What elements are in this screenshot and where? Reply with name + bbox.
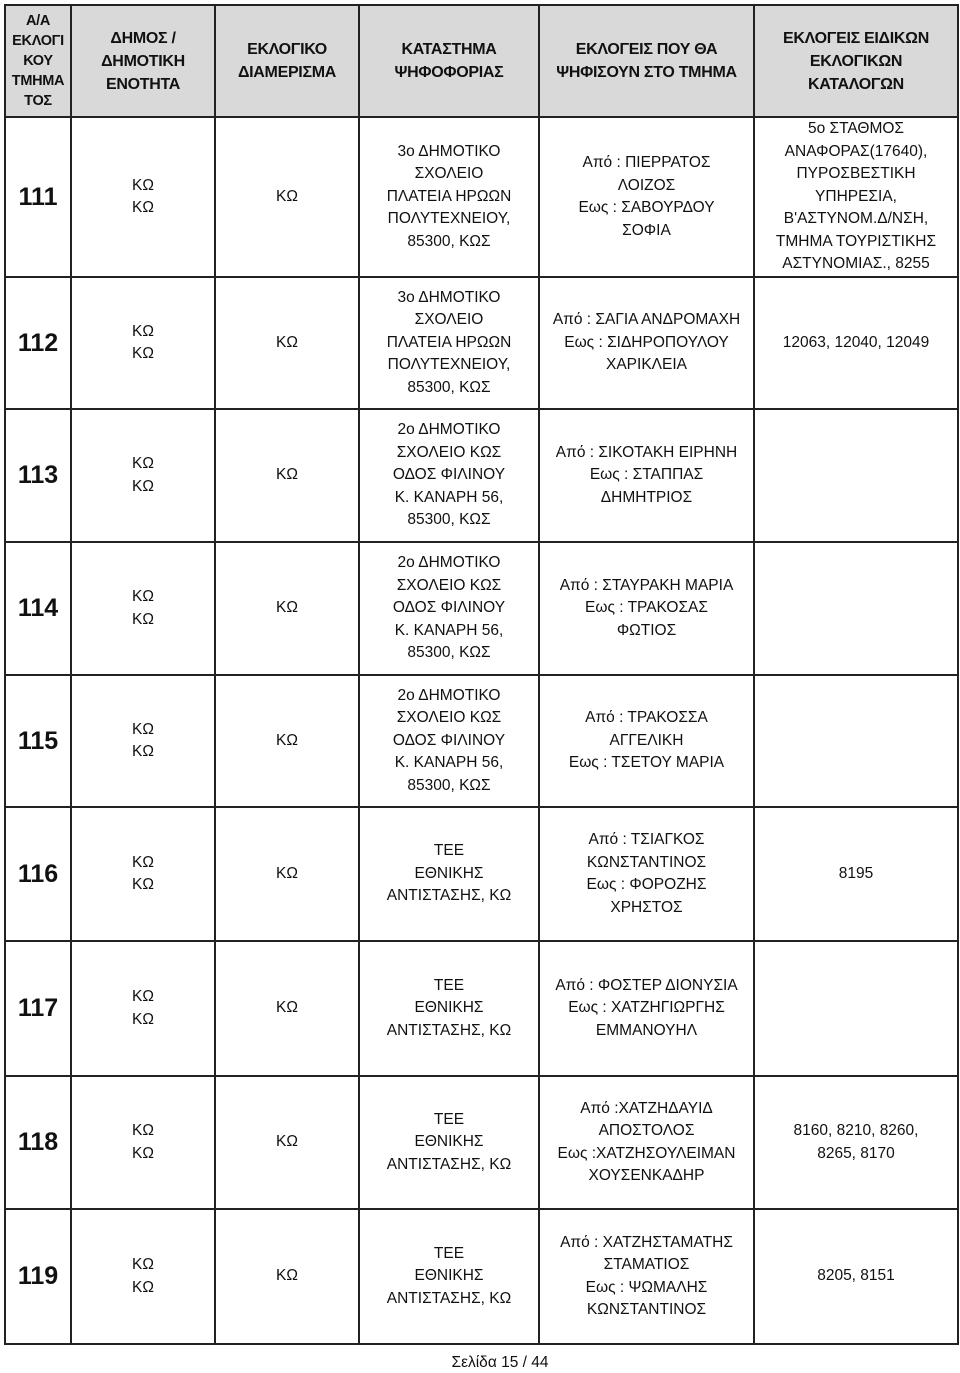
cell-special-lists <box>754 675 958 807</box>
cell-voters-range: Από : ΣΙΚΟΤΑΚΗ ΕΙΡΗΝΗ Εως : ΣΤΑΠΠΑΣ ΔΗΜΗΤΡΙΟΣ <box>539 409 754 542</box>
cell-voters-range: Από : ΤΣΙΑΓΚΟΣ ΚΩΝΣΤΑΝΤΙΝΟΣ Εως : ΦΟΡΟΖΗΣ ΧΡΗΣΤΟΣ <box>539 807 754 941</box>
cell-special-lists: 8205, 8151 <box>754 1209 958 1344</box>
table-row <box>5 542 958 675</box>
header-section-number: Α/Α ΕΚΛΟΓΙ ΚΟΥ ΤΜΗΜΑ ΤΟΣ <box>5 5 71 117</box>
cell-municipality: ΚΩ ΚΩ <box>71 542 215 675</box>
cell-special-lists: 8160, 8210, 8260, 8265, 8170 <box>754 1076 958 1209</box>
cell-electoral-district: ΚΩ <box>215 1209 359 1344</box>
header-municipality: ΔΗΜΟΣ / ΔΗΜΟΤΙΚΗ ΕΝΟΤΗΤΑ <box>71 5 215 117</box>
table-row <box>5 117 958 277</box>
cell-municipality: ΚΩ ΚΩ <box>71 675 215 807</box>
cell-electoral-district: ΚΩ <box>215 117 359 277</box>
header-polling-place: ΚΑΤΑΣΤΗΜΑ ΨΗΦΟΦΟΡΙΑΣ <box>359 5 539 117</box>
cell-polling-place: ΤΕΕ ΕΘΝΙΚΗΣ ΑΝΤΙΣΤΑΣΗΣ, ΚΩ <box>359 1209 539 1344</box>
cell-municipality: ΚΩ ΚΩ <box>71 941 215 1076</box>
cell-section-number: 115 <box>5 675 71 807</box>
cell-voters-range: Από : ΠΙΕΡΡΑΤΟΣ ΛΟΙΖΟΣ Εως : ΣΑΒΟΥΡΔΟΥ ΣΟΦΙΑ <box>539 117 754 277</box>
cell-electoral-district: ΚΩ <box>215 277 359 409</box>
cell-voters-range: Από : ΦΟΣΤΕΡ ΔΙΟΝΥΣΙΑ Εως : ΧΑΤΖΗΓΙΩΡΓΗΣ ΕΜΜΑΝΟΥΗΛ <box>539 941 754 1076</box>
cell-polling-place: 2ο ΔΗΜΟΤΙΚΟ ΣΧΟΛΕΙΟ ΚΩΣ ΟΔΟΣ ΦΙΛΙΝΟΥ Κ. ΚΑΝΑΡΗ 56, 85300, ΚΩΣ <box>359 675 539 807</box>
cell-municipality: ΚΩ ΚΩ <box>71 409 215 542</box>
header-electoral-district: ΕΚΛΟΓΙΚΟ ΔΙΑΜΕΡΙΣΜΑ <box>215 5 359 117</box>
cell-electoral-district: ΚΩ <box>215 542 359 675</box>
polling-stations-table <box>4 4 959 1345</box>
cell-polling-place: 3ο ΔΗΜΟΤΙΚΟ ΣΧΟΛΕΙΟ ΠΛΑΤΕΙΑ ΗΡΩΩΝ ΠΟΛΥΤΕΧΝΕΙΟΥ, 85300, ΚΩΣ <box>359 277 539 409</box>
cell-voters-range: Από : ΤΡΑΚΟΣΣΑ ΑΓΓΕΛΙΚΗ Εως : ΤΣΕΤΟΥ ΜΑΡΙΑ <box>539 675 754 807</box>
cell-voters-range: Από : ΧΑΤΖΗΣΤΑΜΑΤΗΣ ΣΤΑΜΑΤΙΟΣ Εως : ΨΩΜΑΛΗΣ ΚΩΝΣΤΑΝΤΙΝΟΣ <box>539 1209 754 1344</box>
page-number: Σελίδα 15 / 44 <box>451 1354 549 1371</box>
cell-section-number: 118 <box>5 1076 71 1209</box>
cell-electoral-district: ΚΩ <box>215 807 359 941</box>
cell-voters-range: Από : ΣΑΓΙΑ ΑΝΔΡΟΜΑΧΗ Εως : ΣΙΔΗΡΟΠΟΥΛΟΥ ΧΑΡΙΚΛΕΙΑ <box>539 277 754 409</box>
cell-polling-place: 2ο ΔΗΜΟΤΙΚΟ ΣΧΟΛΕΙΟ ΚΩΣ ΟΔΟΣ ΦΙΛΙΝΟΥ Κ. ΚΑΝΑΡΗ 56, 85300, ΚΩΣ <box>359 409 539 542</box>
cell-municipality: ΚΩ ΚΩ <box>71 1076 215 1209</box>
table-row <box>5 409 958 542</box>
cell-polling-place: 3ο ΔΗΜΟΤΙΚΟ ΣΧΟΛΕΙΟ ΠΛΑΤΕΙΑ ΗΡΩΩΝ ΠΟΛΥΤΕΧΝΕΙΟΥ, 85300, ΚΩΣ <box>359 117 539 277</box>
cell-section-number: 111 <box>5 117 71 277</box>
cell-special-lists <box>754 409 958 542</box>
cell-special-lists: 5ο ΣΤΑΘΜΟΣ ΑΝΑΦΟΡΑΣ(17640), ΠΥΡΟΣΒΕΣΤΙΚΗ ΥΠΗΡΕΣΙΑ, Β'ΑΣΤΥΝΟΜ.Δ/ΝΣΗ, ΤΜΗΜΑ ΤΟΥΡΙΣΤΙΚΗΣ ΑΣΤΥΝΟΜΙΑΣ., 8255 <box>754 117 958 277</box>
cell-municipality: ΚΩ ΚΩ <box>71 117 215 277</box>
cell-special-lists: 8195 <box>754 807 958 941</box>
table-row <box>5 277 958 409</box>
cell-polling-place: ΤΕΕ ΕΘΝΙΚΗΣ ΑΝΤΙΣΤΑΣΗΣ, ΚΩ <box>359 1076 539 1209</box>
table-row <box>5 941 958 1076</box>
cell-municipality: ΚΩ ΚΩ <box>71 1209 215 1344</box>
cell-section-number: 112 <box>5 277 71 409</box>
cell-section-number: 117 <box>5 941 71 1076</box>
table-row <box>5 675 958 807</box>
cell-municipality: ΚΩ ΚΩ <box>71 277 215 409</box>
cell-polling-place: ΤΕΕ ΕΘΝΙΚΗΣ ΑΝΤΙΣΤΑΣΗΣ, ΚΩ <box>359 807 539 941</box>
cell-special-lists: 12063, 12040, 12049 <box>754 277 958 409</box>
cell-electoral-district: ΚΩ <box>215 1076 359 1209</box>
table-row <box>5 1076 958 1209</box>
table-header-row <box>5 5 958 117</box>
cell-polling-place: 2ο ΔΗΜΟΤΙΚΟ ΣΧΟΛΕΙΟ ΚΩΣ ΟΔΟΣ ΦΙΛΙΝΟΥ Κ. ΚΑΝΑΡΗ 56, 85300, ΚΩΣ <box>359 542 539 675</box>
header-voters: ΕΚΛΟΓΕΙΣ ΠΟΥ ΘΑ ΨΗΦΙΣΟΥΝ ΣΤΟ ΤΜΗΜΑ <box>539 5 754 117</box>
cell-electoral-district: ΚΩ <box>215 941 359 1076</box>
cell-special-lists <box>754 941 958 1076</box>
cell-special-lists <box>754 542 958 675</box>
cell-electoral-district: ΚΩ <box>215 675 359 807</box>
cell-voters-range: Από :ΧΑΤΖΗΔΑΥΙΔ ΑΠΟΣΤΟΛΟΣ Εως :ΧΑΤΖΗΣΟΥΛΕΙΜΑΝ ΧΟΥΣΕΝΚΑΔΗΡ <box>539 1076 754 1209</box>
cell-section-number: 113 <box>5 409 71 542</box>
cell-section-number: 119 <box>5 1209 71 1344</box>
cell-municipality: ΚΩ ΚΩ <box>71 807 215 941</box>
cell-polling-place: ΤΕΕ ΕΘΝΙΚΗΣ ΑΝΤΙΣΤΑΣΗΣ, ΚΩ <box>359 941 539 1076</box>
cell-voters-range: Από : ΣΤΑΥΡΑΚΗ ΜΑΡΙΑ Εως : ΤΡΑΚΟΣΑΣ ΦΩΤΙΟΣ <box>539 542 754 675</box>
cell-section-number: 116 <box>5 807 71 941</box>
header-special-lists: ΕΚΛΟΓΕΙΣ ΕΙΔΙΚΩΝ ΕΚΛΟΓΙΚΩΝ ΚΑΤΑΛΟΓΩΝ <box>754 5 958 117</box>
cell-electoral-district: ΚΩ <box>215 409 359 542</box>
table-row <box>5 807 958 941</box>
cell-section-number: 114 <box>5 542 71 675</box>
table-row <box>5 1209 958 1344</box>
